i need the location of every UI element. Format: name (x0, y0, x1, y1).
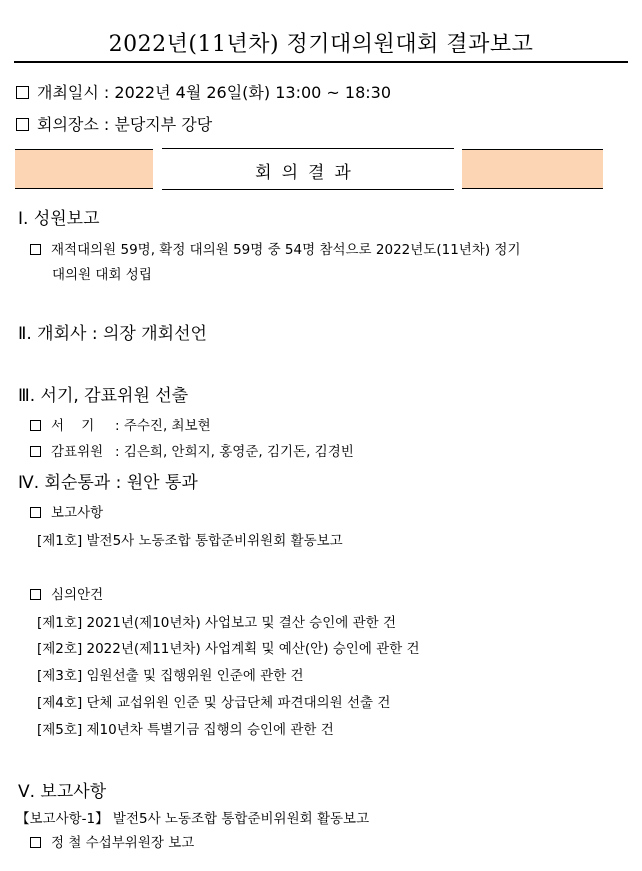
deliberation-item: [제4호] 단체 교섭위원 인준 및 상급단체 파견대의원 선출 건 (37, 695, 391, 711)
deliberation-item: [제3호] 임원선출 및 집행위원 인준에 관한 건 (37, 668, 304, 684)
band-line (15, 149, 153, 150)
checkbox-square-icon (30, 507, 41, 518)
checkbox-square-icon (30, 244, 41, 255)
section-2-heading: Ⅱ. 개회사 : 의장 개회선언 (18, 324, 207, 344)
teller-row (30, 440, 354, 460)
section-5-heading: Ⅴ. 보고사항 (18, 782, 107, 802)
meta-venue-row (16, 112, 212, 135)
section-3-heading: Ⅲ. 서기, 감표위원 선출 (18, 386, 189, 406)
checkbox-square-icon (30, 420, 41, 431)
checkbox-square-icon (16, 118, 29, 131)
deliberation-item: [제5호] 제10년차 특별기금 집행의 승인에 관한 건 (37, 722, 334, 738)
report-title: 【보고사항-1】 발전5사 노동조합 통합준비위원회 활동보고 (16, 811, 370, 827)
document-title: 2022년(11년차) 정기대의원대회 결과보고 (108, 32, 534, 57)
deliberation-label-row (30, 583, 103, 603)
meta-venue: 회의장소 : 분당지부 강당 (37, 115, 213, 134)
checkbox-square-icon (16, 86, 29, 99)
presenter-row (30, 831, 194, 851)
teller-value: : 김은희, 안희지, 홍영준, 김기돈, 김경빈 (115, 444, 354, 460)
header-band-left (15, 150, 153, 188)
band-line (15, 188, 153, 189)
section-1-line-1: 재적대의원 59명, 확정 대의원 59명 중 54명 참석으로 2022년도(11년차) 정기 (30, 238, 521, 258)
band-line (462, 188, 603, 189)
report-label: 보고사항 (51, 505, 104, 521)
band-line (462, 149, 603, 150)
result-header: 회의결과 (255, 163, 361, 183)
section-1-line-2: 대의원 대회 성립 (52, 267, 152, 283)
section-4-heading: Ⅳ. 회순통과 : 원안 통과 (18, 473, 198, 493)
clerk-label: 서 기 (51, 418, 95, 434)
report-label-row (30, 501, 103, 521)
report-item: [제1호] 발전5사 노동조합 통합준비위원회 활동보고 (37, 533, 343, 549)
section-1-heading: Ⅰ. 성원보고 (18, 209, 100, 229)
clerk-value: : 주수진, 최보현 (115, 418, 211, 434)
header-band-right (462, 150, 603, 188)
checkbox-square-icon (30, 837, 41, 848)
checkbox-square-icon (30, 589, 41, 600)
meta-datetime-row (16, 80, 391, 103)
deliberation-item: [제2호] 2022년(제11년차) 사업계획 및 예산(안) 승인에 관한 건 (37, 641, 420, 657)
checkbox-square-icon (30, 446, 41, 457)
presenter: 정 철 수섭부위원장 보고 (51, 835, 195, 851)
teller-label: 감표위원 (51, 444, 104, 460)
meta-datetime: 개최일시 : 2022년 4월 26일(화) 13:00 ~ 18:30 (37, 83, 392, 102)
title-rule (14, 61, 628, 63)
deliberation-label: 심의안건 (51, 587, 104, 603)
clerk-row (30, 414, 211, 434)
deliberation-item: [제1호] 2021년(제10년차) 사업보고 및 결산 승인에 관한 건 (37, 615, 397, 631)
